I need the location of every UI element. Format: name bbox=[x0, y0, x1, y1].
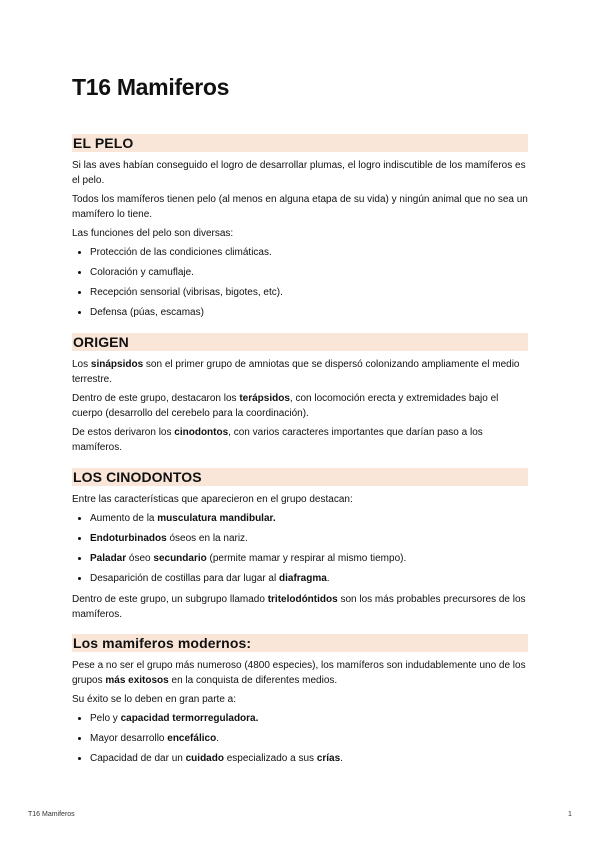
section-heading: Los mamiferos modernos: bbox=[72, 634, 528, 652]
paragraph: Pese a no ser el grupo más numeroso (4800 especies), los mamíferos son indudablemente uno de los grupos más exitosos en la conquista de diferentes medios. bbox=[72, 660, 526, 686]
section-mamiferos-modernos bbox=[72, 634, 528, 772]
list-item: • Desaparición de costillas para dar lugar al diafragma. bbox=[90, 571, 528, 586]
list-item: • Paladar óseo secundario (permite mamar y respirar al mismo tiempo). bbox=[90, 551, 528, 566]
footer-page-number: 1 bbox=[568, 811, 572, 818]
bullet-list bbox=[72, 245, 528, 320]
list-item: • Defensa (púas, escamas) bbox=[90, 305, 528, 320]
paragraph: Entre las características que aparecieron en el grupo destacan: bbox=[72, 494, 353, 505]
list-item: • Pelo y capacidad termorreguladora. bbox=[90, 711, 528, 726]
list-item: • Mayor desarrollo encefálico. bbox=[90, 731, 528, 746]
list-item: • Aumento de la musculatura mandibular. bbox=[90, 511, 528, 526]
list-item: • Endoturbinados óseos en la nariz. bbox=[90, 531, 528, 546]
section-heading: LOS CINODONTOS bbox=[72, 468, 528, 486]
bullet-list bbox=[72, 711, 528, 766]
section-el-pelo bbox=[72, 134, 528, 326]
section-origen bbox=[72, 333, 528, 459]
paragraph: Las funciones del pelo son diversas: bbox=[72, 228, 234, 239]
page-title: T16 Mamiferos bbox=[72, 74, 230, 100]
footer-document-title: T16 Mamiferos bbox=[28, 811, 75, 818]
bullet-list bbox=[72, 511, 528, 586]
section-heading: ORIGEN bbox=[72, 333, 528, 351]
paragraph: Su éxito se lo deben en gran parte a: bbox=[72, 694, 237, 705]
list-item: • Protección de las condiciones climáticas. bbox=[90, 245, 528, 260]
list-item: • Capacidad de dar un cuidado especializado a sus crías. bbox=[90, 751, 528, 766]
paragraph: Todos los mamíferos tienen pelo (al menos en alguna etapa de su vida) y ningún animal que no sea un mamífero lo tiene. bbox=[72, 194, 528, 220]
paragraph: Dentro de este grupo, destacaron los terápsidos, con locomoción erecta y extremidades bajo el cuerpo (desarrollo del cerebelo para la coordinación). bbox=[72, 393, 499, 419]
paragraph: Dentro de este grupo, un subgrupo llamado tritelodóntidos son los más probables precursores de los mamíferos. bbox=[72, 594, 526, 620]
list-item: • Recepción sensorial (vibrisas, bigotes, etc). bbox=[90, 285, 528, 300]
list-item: • Coloración y camuflaje. bbox=[90, 265, 528, 280]
paragraph: Si las aves habían conseguido el logro de desarrollar plumas, el logro indiscutible de los mamíferos es el pelo. bbox=[72, 160, 526, 186]
section-heading: EL PELO bbox=[72, 134, 528, 152]
paragraph: Los sinápsidos son el primer grupo de amniotas que se dispersó colonizando ampliamente el medio terrestre. bbox=[72, 359, 520, 385]
section-cinodontos bbox=[72, 468, 528, 626]
paragraph: De estos derivaron los cinodontos, con varios caracteres importantes que darían paso a los mamíferos. bbox=[72, 427, 483, 453]
